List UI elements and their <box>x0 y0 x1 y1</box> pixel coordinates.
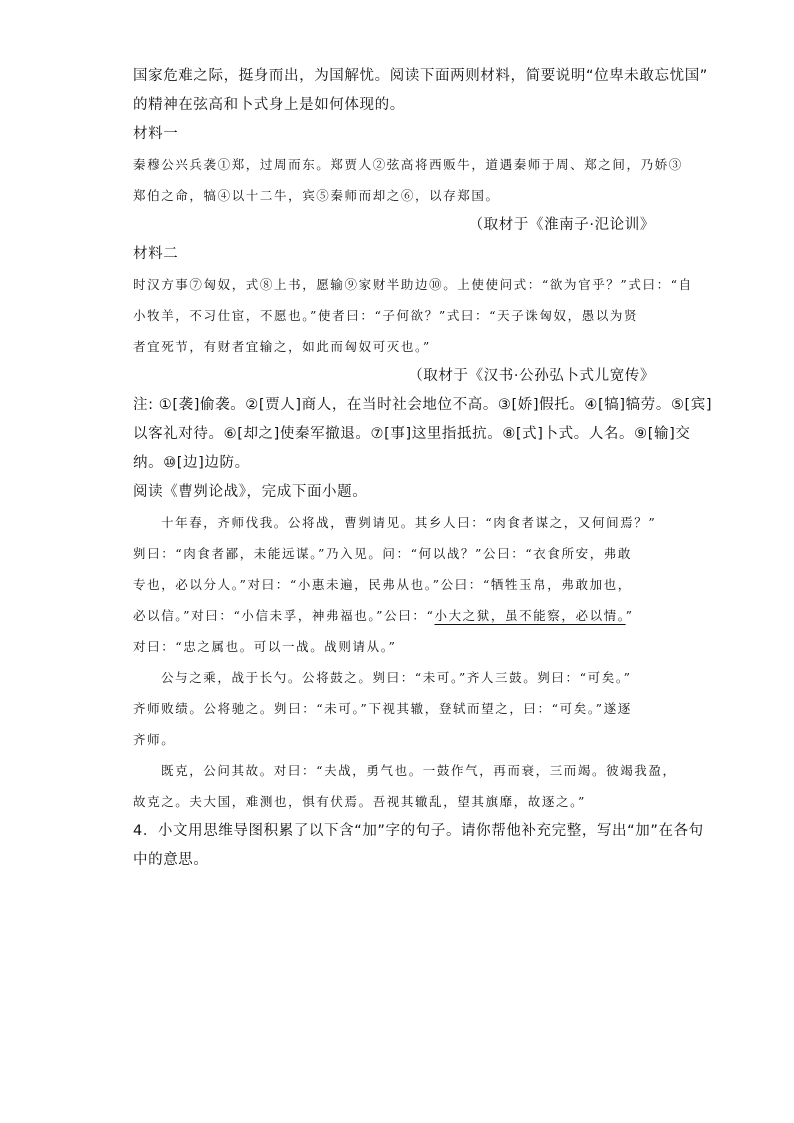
material2-line-1: 时汉方事⑦匈奴，式⑧上书，愿输⑨家财半助边⑩。上使使问式：“欲为官乎？”式曰：“自 <box>133 277 693 292</box>
intro-line-1: 国家危难之际，挺身而出，为国解忧。阅读下面两则材料，简要说明“位卑未敢忘忧国” <box>133 68 708 84</box>
material2-line-3: 者宜死节，有财者宜输之，如此而匈奴可灭也。” <box>133 339 431 354</box>
passage-p3-line-1: 既克，公问其故。对曰：“夫战，勇气也。一鼓作气，再而衰，三而竭。彼竭我盈， <box>161 763 677 778</box>
passage-p2-line-3: 齐师。 <box>133 732 176 747</box>
underlined-sentence: 小大之狱，虽不能察，必以情。 <box>434 608 626 623</box>
reading-instruction: 阅读《曹刿论战》，完成下面小题。 <box>133 484 368 500</box>
material1-source: （取材于《淮南子·氾论训》 <box>468 217 655 233</box>
passage-p3-line-2: 故克之。夫大国，难测也，惧有伏焉。吾视其辙乱，望其旗靡，故逐之。” <box>133 794 586 809</box>
document-page <box>133 62 713 875</box>
question-4-line-1: 4．小文用思维导图积累了以下含“加”字的句子。请你帮他补充完整，写出“加”在各句 <box>133 823 704 839</box>
passage-p1-line-5: 对曰：“忠之属也。可以一战。战则请从。” <box>133 639 397 654</box>
material1-heading: 材料一 <box>133 126 179 142</box>
passage-p1-line-3: 专也，必以分人。”对曰：“小惠未遍，民弗从也。”公曰：“牺牲玉帛，弗敢加也， <box>133 577 632 592</box>
material1-line-1: 秦穆公兴兵袭①郑，过周而东。郑贾人②弦高将西贩牛，道遇秦师于周、郑之间，乃娇③ <box>133 157 683 172</box>
passage-p1-line-4-pre: 必以信。”对曰：“小信未孚，神弗福也。”公曰：“ <box>133 608 435 623</box>
passage-p1-line-4-post: ” <box>625 608 634 623</box>
notes-line-2: 以客礼对待。⑥[却之]使秦军撤退。⑦[事]这里指抵抗。⑧[式]卜式。人名。⑨[输]交 <box>133 426 691 442</box>
passage-p1-line-4 <box>133 600 671 631</box>
notes-line-1: 注: ①[袭]偷袭。②[贾人]商人，在当时社会地位不高。③[娇]假托。④[犒]犒劳。⑤[宾] <box>133 397 713 413</box>
material2-heading: 材料二 <box>133 246 179 262</box>
intro-line-2: 的精神在弦高和卜式身上是如何体现的。 <box>133 97 405 113</box>
passage-p2-line-1: 公与之乘，战于长勺。公将鼓之。刿曰：“未可。”齐人三鼓。刿曰：“可矣。” <box>161 670 632 685</box>
material1-line-2: 郑伯之命，犒④以十二牛，宾⑤秦师而却之⑥，以存郑国。 <box>133 188 500 203</box>
passage-p1-line-2: 刿曰：“肉食者鄙，未能远谋。”乃入见。问：“何以战？”公曰：“衣食所安，弗敢 <box>133 546 633 561</box>
passage-p1-line-1: 十年春，齐师伐我。公将战，曹刿请见。其乡人曰：“肉食者谋之，又何间焉？” <box>161 515 657 530</box>
material2-line-2: 小牧羊，不习仕宦，不愿也。”使者曰：“子何欲？”式曰：“天子诛匈奴，愚以为贤 <box>133 308 639 323</box>
question-4-line-2: 中的意思。 <box>133 852 209 868</box>
passage-p2-line-2: 齐师败绩。公将驰之。刿曰：“未可。”下视其辙，登轼而望之，曰：“可矣。”遂逐 <box>133 701 632 716</box>
notes-line-3: 纳。⑩[边]边防。 <box>133 455 250 471</box>
material2-source: （取材于《汉书·公孙弘卜式儿宽传》 <box>408 368 655 384</box>
